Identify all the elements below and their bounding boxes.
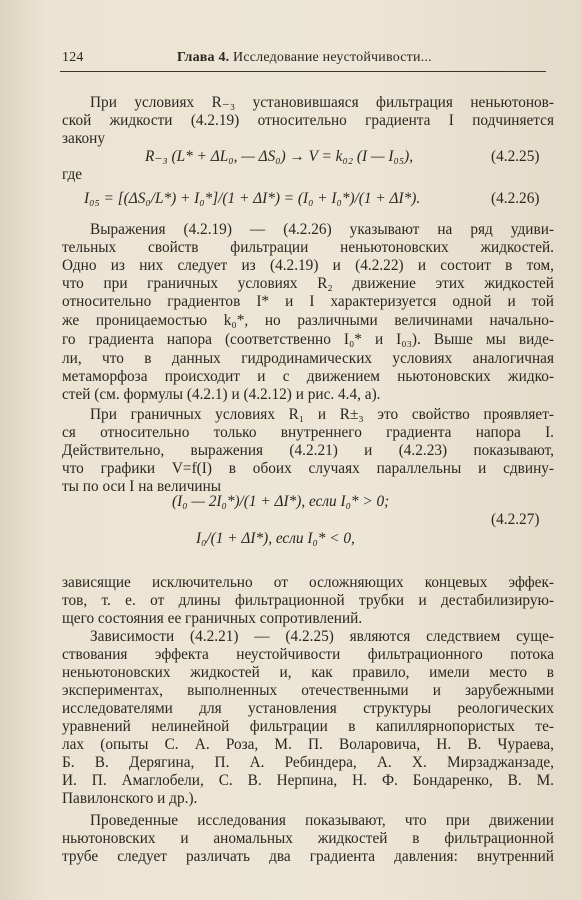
paragraph-line: ты по оси I на величины	[62, 478, 222, 495]
paragraph-line: же проницаемостью k₀*, но различными величинами начально-	[62, 312, 554, 329]
paragraph-line: относительно градиентов I* и I характеризуется одной и той	[62, 293, 554, 310]
paragraph-line: Зависимости (4.2.21) — (4.2.25) являются следствием суще-	[90, 628, 554, 645]
equation-number: (4.2.25)	[491, 148, 540, 165]
paragraph-line: Одно из них следует из (4.2.19) и (4.2.22) и состоит в том,	[62, 257, 554, 274]
paragraph-line: Выражения (4.2.19) — (4.2.26) указывают на ряд удиви-	[90, 221, 554, 238]
paragraph-line: зависящие исключительно от осложняющих концевых эффек-	[62, 574, 554, 591]
header-rule	[60, 71, 546, 72]
chapter-title: Исследование неустойчивости...	[233, 50, 432, 65]
paragraph-line: При условиях R₋₃ установившаяся фильтрация неньютонов-	[90, 94, 554, 111]
chapter-number: Глава 4.	[177, 50, 230, 65]
equation-4-2-26: I₀₅ = [(ΔS₀/L*) + I₀*]/(1 + ΔI*) = (I₀ + I₀*)/(1 + ΔI*).	[84, 190, 421, 207]
paragraph-line: При граничных условиях R₁ и R±₃ это свойство проявляет-	[90, 406, 554, 423]
paragraph-line: го градиента напора (соответственно I₀* и I₀₃). Выше мы виде-	[62, 331, 554, 348]
paragraph-line: ся относительно только внутреннего градиента напора I.	[62, 424, 554, 441]
paragraph-line: неньютоновских жидкостей и, как правило, имели место в	[62, 664, 554, 681]
paragraph-line: что графики V=f(I) в обоих случаях параллельны и сдвину-	[62, 460, 554, 477]
paragraph-line: лах (опыты С. А. Роза, М. П. Воларовича, Н. В. Чураева,	[62, 736, 554, 753]
running-title	[177, 50, 432, 66]
paragraph-line: И. П. Амаглобели, С. В. Нерпина, Н. Ф. Бондаренко, В. М.	[62, 772, 554, 789]
paragraph-line: стей (см. формулы (4.2.1) и (4.2.12) и рис. 4.4, а).	[62, 386, 381, 403]
paragraph-line: ской жидкости (4.2.19) относительно градиента I подчиняется	[62, 112, 554, 129]
paragraph-line: ли, что в данных гидродинамических условиях аналогичная	[62, 350, 554, 367]
equation-number: (4.2.26)	[491, 190, 540, 207]
paragraph-line: тельных свойств фильтрации неньютоновских жидкостей.	[62, 239, 554, 256]
paragraph-line: щего состояния ее граничных сопротивлений.	[62, 610, 363, 627]
paragraph-line: Проведенные исследования показывают, что при движении	[90, 812, 554, 829]
paragraph-line: Действительно, выражения (4.2.21) и (4.2.23) показывают,	[62, 442, 554, 459]
equation-4-2-25: R₋₃ (L* + ΔL₀, — ΔS₀) → V = k₀₂ (I — I₀₅),	[145, 148, 414, 165]
equation-4-2-27-case-1: (I₀ — 2I₀*)/(1 + ΔI*), если I₀* > 0;	[172, 493, 390, 510]
paragraph-line: ствования эффекта неустойчивости фильтрационного потока	[62, 646, 554, 663]
paragraph-line: ньютоновских и аномальных жидкостей в фильтрационной	[62, 830, 554, 847]
paragraph-line: экспериментах, выполненных отечественными и зарубежными	[62, 682, 554, 699]
paragraph-line: закону	[62, 130, 105, 147]
page-number: 124	[62, 50, 84, 65]
paragraph-line: метаморфоза происходит и с движением ньютоновских жидко-	[62, 368, 554, 385]
paragraph-line: тов, т. е. от длины фильтрационной трубки и дестабилизирую-	[62, 592, 554, 609]
paragraph-line: где	[62, 166, 83, 183]
paragraph-line: что при граничных условиях R₂ движение этих жидкостей	[62, 275, 554, 292]
paragraph-line: Б. В. Дерягина, П. А. Ребиндера, А. Х. Мирзаджанзаде,	[62, 754, 554, 771]
paragraph-line: исследователями для установления структуры реологических	[62, 700, 554, 717]
paragraph-line: трубе следует различать два градиента давления: внутренний	[62, 848, 554, 865]
paragraph-line: уравнений нелинейной фильтрации в капиллярнопористых те-	[62, 718, 554, 735]
paragraph-line: Павилонского и др.).	[62, 790, 198, 807]
equation-number: (4.2.27)	[491, 511, 540, 528]
equation-4-2-27-case-2: I₀/(1 + ΔI*), если I₀* < 0,	[196, 530, 355, 547]
